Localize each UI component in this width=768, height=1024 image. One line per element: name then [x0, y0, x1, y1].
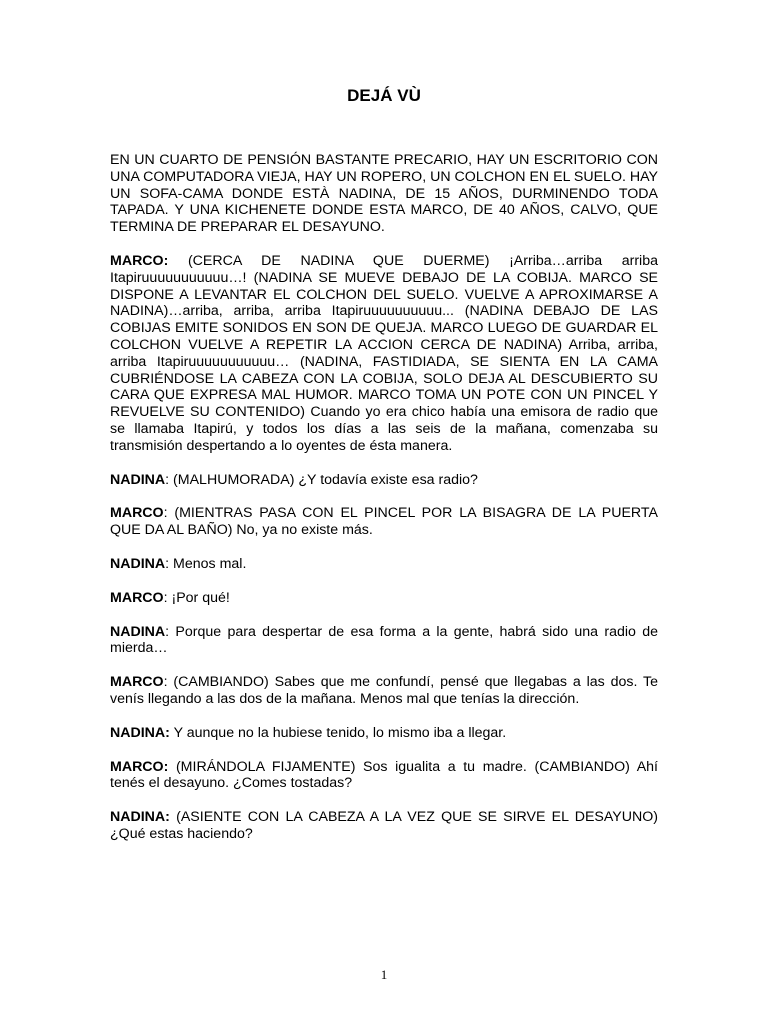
document-body — [110, 152, 658, 860]
dialogue-line — [110, 590, 658, 607]
speaker-name: MARCO: — [110, 758, 169, 775]
speaker-name: MARCO — [110, 505, 164, 522]
speaker-name: MARCO — [110, 674, 164, 691]
dialogue-line — [110, 624, 658, 658]
dialogue-text: Y aunque no la hubiese tenido, lo mismo iba a llegar. — [169, 724, 507, 741]
dialogue-line — [110, 253, 658, 455]
dialogue-line — [110, 472, 658, 489]
stage-direction-intro: EN UN CUARTO DE PENSIÓN BASTANTE PRECARIO, HAY UN ESCRITORIO CON UNA COMPUTADORA VIEJA, HAY UN ROPERO, UN COLCHON EN EL SUELO. HAY UN SOFA-CAMA DONDE ESTÀ NADINA, DE 15 AÑOS, DURMINENDO TODA TAPADA. Y UNA KICHENETE DONDE ESTA MARCO, DE 40 AÑOS, CALVO, QUE TERMINA DE PREPARAR EL DESAYUNO. — [110, 152, 658, 236]
dialogue-text: (ASIENTE CON LA CABEZA A LA VEZ QUE SE SIRVE EL DESAYUNO) ¿Qué estas haciendo? — [110, 809, 658, 842]
dialogue-text: : (MIENTRAS PASA CON EL PINCEL POR LA BISAGRA DE LA PUERTA QUE DA AL BAÑO) No, ya no existe más. — [110, 505, 658, 539]
speaker-name: NADINA: — [110, 809, 170, 826]
speaker-name: MARCO — [110, 589, 164, 606]
dialogue-line — [110, 759, 658, 793]
document-page — [110, 0, 658, 1024]
dialogue-text: : Porque para despertar de esa forma a la gente, habrá sido una radio de mierda… — [110, 623, 658, 657]
dialogue-text: : Menos mal. — [165, 555, 247, 572]
dialogue-line — [110, 809, 658, 843]
speaker-name: NADINA — [110, 555, 166, 572]
speaker-name: MARCO: — [110, 252, 169, 269]
dialogue-text: : (CAMBIANDO) Sabes que me confundí, pensé que llegabas a las dos. Te venís llegando a las dos de la mañana. Menos mal que tenías la dirección. — [110, 674, 658, 707]
speaker-name: NADINA — [110, 471, 166, 488]
dialogue-text: (CERCA DE NADINA QUE DUERME) ¡Arriba…arriba arriba Itapiruuuuuuuuuuu…! (NADINA SE MUEVE DEBAJO DE LA COBIJA. MARCO SE DISPONE A LEVANTAR EL COLCHON DEL SUELO. VUELVE A APROXIMARSE A NADINA)…arriba, arriba, arriba Itapiruuuuuuuuuu... (NADINA DEBAJO DE LAS COBIJAS EMITE SONIDOS EN SON DE QUEJA. MARCO LUEGO DE GUARDAR EL COLCHON VUELVE A REPETIR LA ACCION CERCA DE NADINA) Arriba, arriba, arriba Itapiruuuuuuuuuuu… (NADINA, FASTIDIADA, SE SIENTA EN LA CAMA CUBRIÉNDOSE LA CABEZA CON LA COBIJA, SOLO DEJA AL DESCUBIERTO SU CARA QUE EXPRESA MAL HUMOR. MARCO TOMA UN POTE CON UN PINCEL Y REVUELVE SU CONTENIDO) Cuando yo era chico había una emisora de radio que se llamaba Itapirú, y todos los días a las seis de la mañana, comenzaba su transmisión despertando a lo oyentes de ésta manera. — [110, 252, 658, 454]
speaker-name: NADINA: — [110, 724, 170, 741]
speaker-name: NADINA — [110, 623, 166, 640]
dialogue-line — [110, 674, 658, 708]
document-title: DEJÁ VÙ — [347, 86, 421, 105]
page-number: 1 — [380, 967, 388, 982]
dialogue-line — [110, 505, 658, 539]
dialogue-line — [110, 556, 658, 573]
dialogue-text: (MIRÁNDOLA FIJAMENTE) Sos igualita a tu madre. (CAMBIANDO) Ahí tenés el desayuno. ¿Comes tostadas? — [110, 758, 658, 792]
dialogue-line — [110, 725, 658, 742]
dialogue-text: : ¡Por qué! — [163, 589, 230, 606]
dialogue-text: : (MALHUMORADA) ¿Y todavía existe esa radio? — [165, 471, 478, 488]
